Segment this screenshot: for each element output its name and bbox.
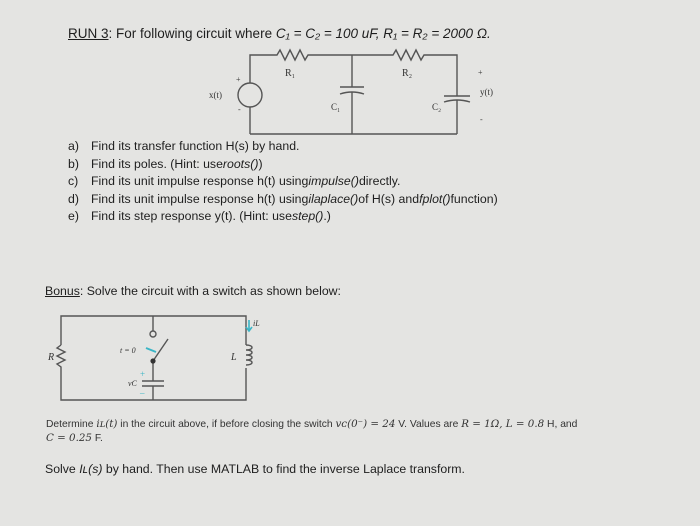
task-list (68, 138, 498, 226)
task-b: b) Find its poles. (Hint: use roots() ) (68, 156, 263, 171)
top-wire-with-resistors (250, 50, 457, 96)
bonus-heading: Bonus: Solve the circuit with a switch as shown below: (45, 284, 341, 298)
switch-blade (153, 339, 168, 361)
switch-label: t = 0 (120, 346, 136, 355)
rc-ladder-circuit (238, 50, 470, 134)
solve-text: Solve Iʟ(s) by hand. Then use MATLAB to find the inverse Laplace transform. (45, 462, 465, 476)
current-arrow-icon (246, 320, 252, 331)
voltage-source (238, 83, 262, 107)
input-label: x(t) (209, 90, 222, 100)
task-c: c) Find its unit impulse response h(t) using impulse() directly. (68, 174, 401, 189)
c1-label: C₁ (331, 102, 341, 112)
rlc-switch-circuit (57, 316, 252, 400)
output-plus: + (478, 68, 483, 77)
output-minus: - (480, 115, 483, 124)
vc-minus: – (140, 388, 145, 398)
task-d: d) Find its unit impulse response h(t) using ilaplace() of H(s) and fplot() function) (68, 191, 498, 206)
determine-text: Determine iʟ(t) in the circuit above, if before closing the switch vᴄ(0⁻) = 24 V. Values are R = 1Ω, L = 0.8 H, and C = 0.25 F. (46, 418, 578, 444)
switch-open-terminal (150, 331, 156, 337)
l-label: L (231, 352, 237, 363)
output-label: y(t) (480, 87, 493, 97)
task-a: a) Find its transfer function H(s) by hand. (68, 139, 300, 153)
title-params: C₁ = C₂ = 100 uF, R₁ = R₂ = 2000 Ω. (275, 26, 491, 41)
vc-plus: + (140, 369, 146, 379)
c2-label: C₂ (432, 102, 442, 112)
vc-label: vC (128, 379, 137, 388)
inductor-coil (246, 345, 252, 365)
r-label: R (48, 352, 55, 363)
task-e: e) Find its step response y(t). (Hint: use step() .) (68, 209, 331, 224)
switch-arrow-icon (146, 348, 156, 352)
title-text: : For following circuit where (108, 26, 276, 41)
run-label: RUN 3 (68, 26, 109, 41)
il-label: iL (253, 319, 260, 328)
input-minus: - (238, 105, 241, 114)
input-plus: + (236, 75, 241, 84)
r1-label: R₁ (285, 68, 296, 79)
r2-label: R₂ (402, 68, 413, 79)
